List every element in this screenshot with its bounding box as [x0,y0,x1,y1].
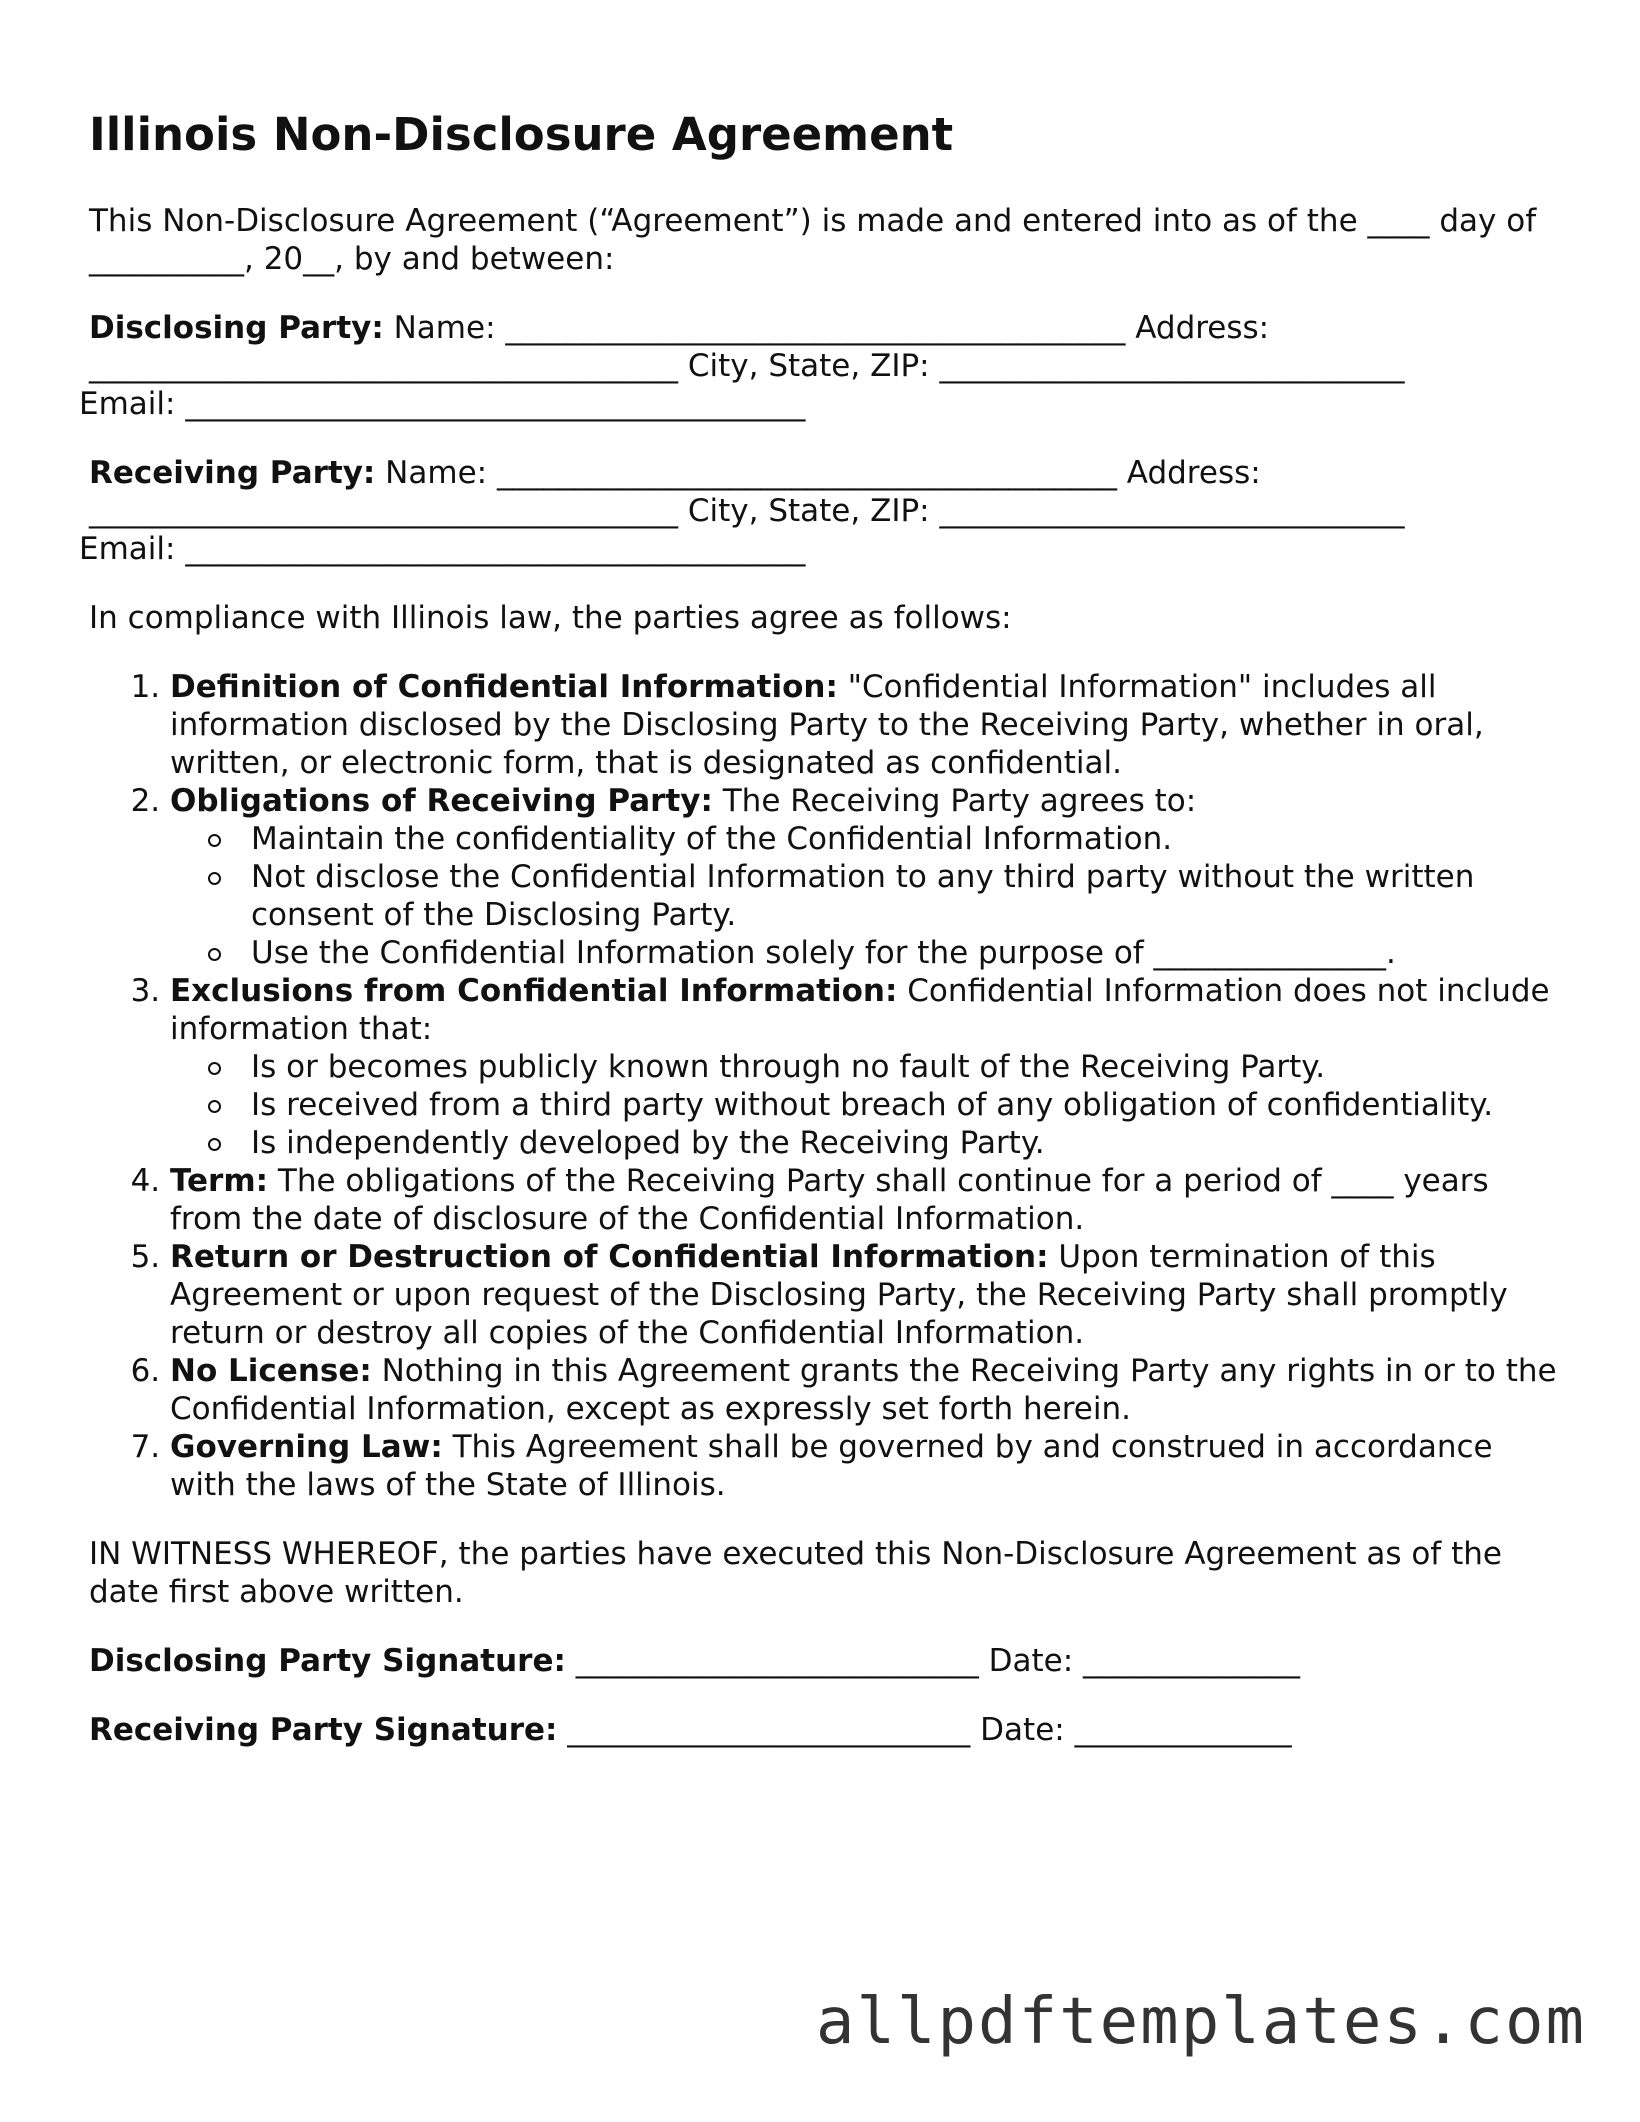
clause-item [170,1352,1559,1428]
compliance-statement: In compliance with Illinois law, the parties agree as follows: [89,600,1012,636]
clause-text: Nothing in this Agreement grants the Receiving Party any rights in or to the Confidential Information, except as expressly set forth herein. [170,1353,1557,1427]
clause-title: Return or Destruction of Confidential Information: [170,1239,1049,1275]
month-blank[interactable]: __________ [89,241,244,277]
receiving-name-label: Name: [375,455,497,491]
disclosing-signature-line [89,1642,1559,1680]
receiving-email-label: Email: [79,531,186,567]
receiving-signature-field[interactable]: __________________________ [557,1712,981,1748]
clause-title: Obligations of Receiving Party: [170,783,713,819]
disclosing-date-field[interactable]: ______________ [1083,1643,1301,1679]
disclosing-city-field[interactable]: ______________________________ [939,348,1405,384]
receiving-party-block [79,454,1559,568]
disclosing-party-label: Disclosing Party: [89,310,384,346]
clause-text: The Receiving Party agrees to: [712,783,1197,819]
bullet-item: Not disclose the Confidential Information to any third party without the written consent of the Disclosing Party. [208,858,1559,934]
clause-item [170,1428,1559,1504]
clause-text: Confidential Information does not include information that: [170,973,1550,1047]
intro-text-c: , 20 [244,241,304,277]
clause-title: Term: [170,1163,269,1199]
clause-item [170,782,1559,972]
receiving-city-label: City, State, ZIP: [678,493,940,529]
watermark: allpdftemplates.com [815,1985,1586,2059]
disclosing-name-field[interactable]: ________________________________________ [505,310,1126,346]
day-blank[interactable]: ____ [1367,203,1430,239]
disclosing-date-label: Date: [988,1643,1084,1679]
disclosing-email-field[interactable]: ________________________________________ [185,386,806,422]
clause-item [170,1238,1559,1352]
receiving-signature-label: Receiving Party Signature: [89,1712,558,1748]
disclosing-signature-label: Disclosing Party Signature: [89,1643,566,1679]
bullet-item: Is independently developed by the Receiving Party. [208,1124,1559,1162]
disclosing-address-field[interactable]: ______________________________________ [89,348,678,384]
intro-text-b: day of [1429,203,1537,239]
clauses-list [89,668,1559,1504]
disclosing-name-label: Name: [383,310,506,346]
bullet-item: Use the Confidential Information solely for the purpose of _______________. [208,934,1559,972]
receiving-city-field[interactable]: ______________________________ [939,493,1405,529]
bullet-item: Is received from a third party without breach of any obligation of confidentiality. [208,1086,1559,1124]
year-blank[interactable]: __ [303,241,335,277]
receiving-party-label: Receiving Party: [89,455,376,491]
clause-title: No License: [170,1353,372,1389]
disclosing-city-label: City, State, ZIP: [678,348,940,384]
bullet-list [170,820,1559,972]
page-title: Illinois Non-Disclosure Agreement [89,108,954,161]
receiving-name-field[interactable]: ________________________________________ [496,455,1117,491]
witness-statement: IN WITNESS WHEREOF, the parties have executed this Non-Disclosure Agreement as of the date first above written. [89,1536,1502,1610]
clause-item [170,972,1559,1162]
receiving-email-field[interactable]: ________________________________________ [185,531,806,567]
disclosing-email-label: Email: [79,386,186,422]
disclosing-party-block [79,309,1559,423]
clause-item [170,668,1559,782]
receiving-address-field[interactable]: ______________________________________ [89,493,678,529]
receiving-signature-line [89,1711,1559,1749]
clause-text: "Confidential Information" includes all information disclosed by the Disclosing Party to the Receiving Party, whether in oral, written, or electronic form, that is designated as confidential. [170,669,1484,781]
intro-text-d: , by and between: [334,241,615,277]
disclosing-signature-field[interactable]: __________________________ [565,1643,989,1679]
clause-title: Exclusions from Confidential Information: [170,973,898,1009]
receiving-address-label: Address: [1116,455,1271,491]
clause-title: Definition of Confidential Information: [170,669,838,705]
clause-text: The obligations of the Receiving Party shall continue for a period of ____ years from the date of disclosure of the Confidential Information. [170,1163,1489,1237]
disclosing-address-label: Address: [1125,310,1279,346]
clause-title: Governing Law: [170,1429,443,1465]
bullet-item: Maintain the confidentiality of the Confidential Information. [208,820,1559,858]
receiving-date-label: Date: [980,1712,1075,1748]
clause-text: This Agreement shall be governed by and construed in accordance with the laws of the State of Illinois. [170,1429,1493,1503]
bullet-list [170,1048,1559,1162]
document-page [79,108,1559,1780]
clause-text: Upon termination of this Agreement or upon request of the Disclosing Party, the Receiving Party shall promptly return or destroy all copies of the Confidential Information. [170,1239,1508,1351]
intro-text-a: This Non-Disclosure Agreement (“Agreement”) is made and entered into as of the [89,203,1368,239]
intro-paragraph [89,202,1559,278]
clause-item [170,1162,1559,1238]
receiving-date-field[interactable]: ______________ [1074,1712,1292,1748]
bullet-item: Is or becomes publicly known through no fault of the Receiving Party. [208,1048,1559,1086]
